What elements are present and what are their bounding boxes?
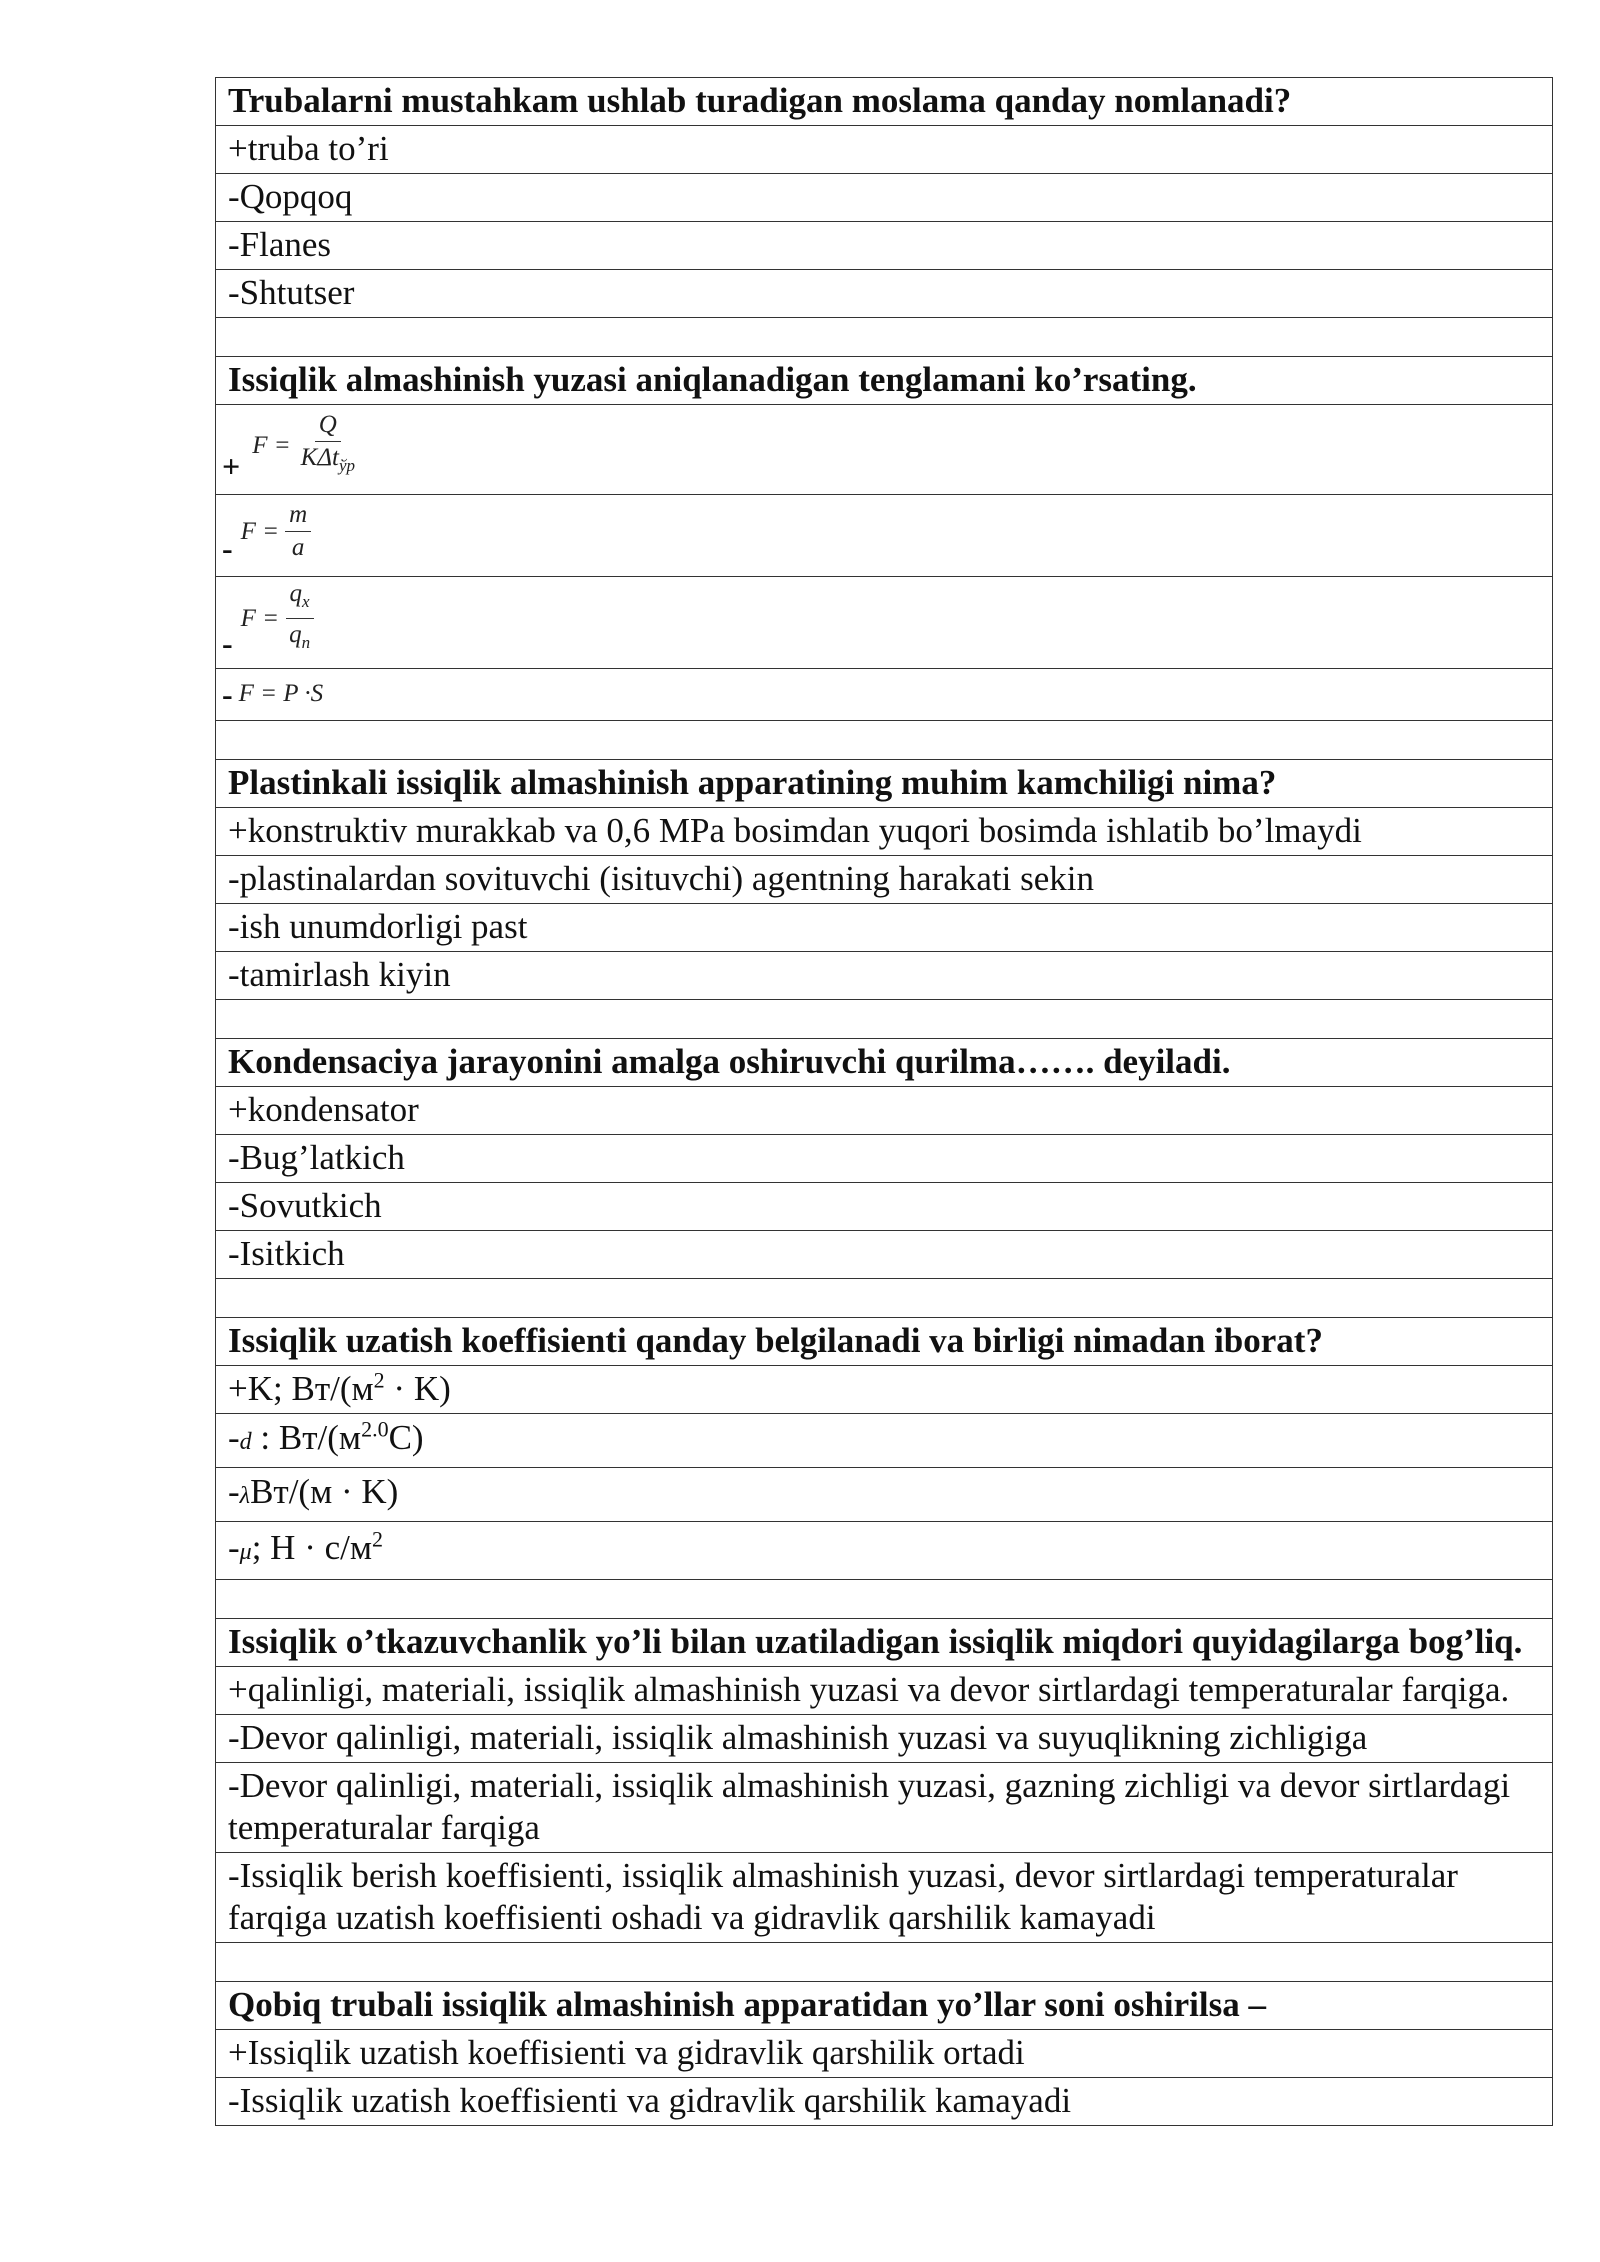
test-questions-table [215,77,1553,2126]
denominator-text: q [289,621,302,648]
question-cell: Issiqlik uzatish koeffisienti qanday belgilanadi va birligi nimadan iborat? [216,1318,1553,1366]
fraction [297,411,359,480]
superscript: 2 [372,1526,384,1552]
question-cell: Kondensaciya jarayonini amalga oshiruvchi qurilma……. deyiladi. [216,1039,1553,1087]
numerator: m [285,501,311,532]
option-cell: -Flanes [216,222,1553,270]
question-cell: Trubalarni mustahkam ushlab turadigan moslama qanday nomlanadi? [216,78,1553,126]
greek-symbol: d [239,1429,252,1455]
unit-tail: · K) [332,1472,399,1511]
denominator-text: KΔt [300,444,339,471]
numerator [286,580,314,619]
option-cell: -Devor qalinligi, materiali, issiqlik almashinish yuzasi va suyuqlikning zichligiga [216,1715,1553,1763]
spacer-row [216,1000,1553,1039]
option-cell: -tamirlash kiyin [216,952,1553,1000]
spacer-row [216,1943,1553,1982]
subscript: ўр [338,456,355,475]
option-cell: -Devor qalinligi, materiali, issiqlik almashinish yuzasi, gazning zichligi va devor sirtlardagi temperaturalar farqiga [216,1763,1553,1853]
numerator-text: q [289,580,303,607]
option-cell: +konstruktiv murakkab va 0,6 MPa bosimdan yuqori bosimda ishlatib bo’lmaydi [216,808,1553,856]
option-cell: -ish unumdorligi past [216,904,1553,952]
unit-text: K; Вт/(м [247,1369,374,1408]
formula [222,411,359,484]
fraction [285,501,311,562]
denominator [297,442,359,480]
fraction [285,580,314,657]
answer-mark: - [228,1418,240,1457]
spacer-row [216,318,1553,357]
formula-option-cell [216,495,1553,577]
formula [222,676,324,712]
answer-mark: - [222,625,233,661]
unit-option-cell [216,1414,1553,1468]
formula [222,580,314,661]
unit-tail: · K) [384,1369,451,1408]
denominator [285,619,314,657]
greek-symbol: μ [239,1539,252,1565]
greek-symbol: λ [239,1483,251,1509]
superscript: 2 [373,1367,385,1393]
formula-option-cell [216,669,1553,721]
formula-lhs: F = [240,604,280,632]
unit-text: : Вт/(м [251,1418,362,1457]
option-cell: +qalinligi, materiali, issiqlik almashinish yuzasi va devor sirtlardagi temperaturalar farqiga. [216,1667,1553,1715]
unit-text: Вт/(м [250,1472,333,1511]
answer-mark: - [222,676,233,712]
option-cell: -Isitkich [216,1231,1553,1279]
formula-lhs: F = [240,517,280,545]
unit-text: ; Н · с/м [251,1528,373,1567]
question-cell: Qobiq trubali issiqlik almashinish apparatidan yo’llar soni oshirilsa – [216,1982,1553,2030]
answer-mark: - [228,1528,240,1567]
spacer-row [216,1580,1553,1619]
question-cell: Plastinkali issiqlik almashinish apparatining muhim kamchiligi nima? [216,760,1553,808]
denominator: a [291,534,305,561]
answer-mark: - [222,530,233,566]
subscript: x [302,592,310,611]
spacer-row [216,1279,1553,1318]
answer-mark: + [222,448,241,484]
option-cell: -Sovutkich [216,1183,1553,1231]
answer-mark: - [228,1472,240,1511]
numerator: Q [315,411,341,442]
formula-lhs: F = [252,431,291,459]
question-cell: Issiqlik almashinish yuzasi aniqlanadigan tenglamani ko’rsating. [216,357,1553,405]
option-cell: -Shtutser [216,270,1553,318]
option-cell: +kondensator [216,1087,1553,1135]
unit-option-cell [216,1522,1553,1580]
option-cell: -Bug’latkich [216,1135,1553,1183]
option-cell: -Issiqlik berish koeffisienti, issiqlik almashinish yuzasi, devor sirtlardagi temperaturalar farqiga uzatish koeffisienti oshadi va gidravlik qarshilik kamayadi [216,1853,1553,1943]
formula [222,501,311,566]
question-cell: Issiqlik o’tkazuvchanlik yo’li bilan uzatiladigan issiqlik miqdori quyidagilarga bog’liq. [216,1619,1553,1667]
option-cell: +Issiqlik uzatish koeffisienti va gidravlik qarshilik ortadi [216,2030,1553,2078]
formula-option-cell [216,405,1553,495]
unit-tail: C) [388,1418,424,1457]
formula-lhs: F = P ·S [238,680,324,707]
option-cell: -Issiqlik uzatish koeffisienti va gidravlik qarshilik kamayadi [216,2078,1553,2126]
option-cell: -plastinalardan sovituvchi (isituvchi) agentning harakati sekin [216,856,1553,904]
subscript: n [301,633,311,652]
unit-option-cell [216,1366,1553,1414]
option-cell: +truba to’ri [216,126,1553,174]
unit-option-cell [216,1468,1553,1522]
formula-option-cell [216,577,1553,669]
spacer-row [216,721,1553,760]
option-cell: -Qopqoq [216,174,1553,222]
superscript: 2.0 [361,1416,389,1442]
answer-mark: + [228,1369,248,1408]
